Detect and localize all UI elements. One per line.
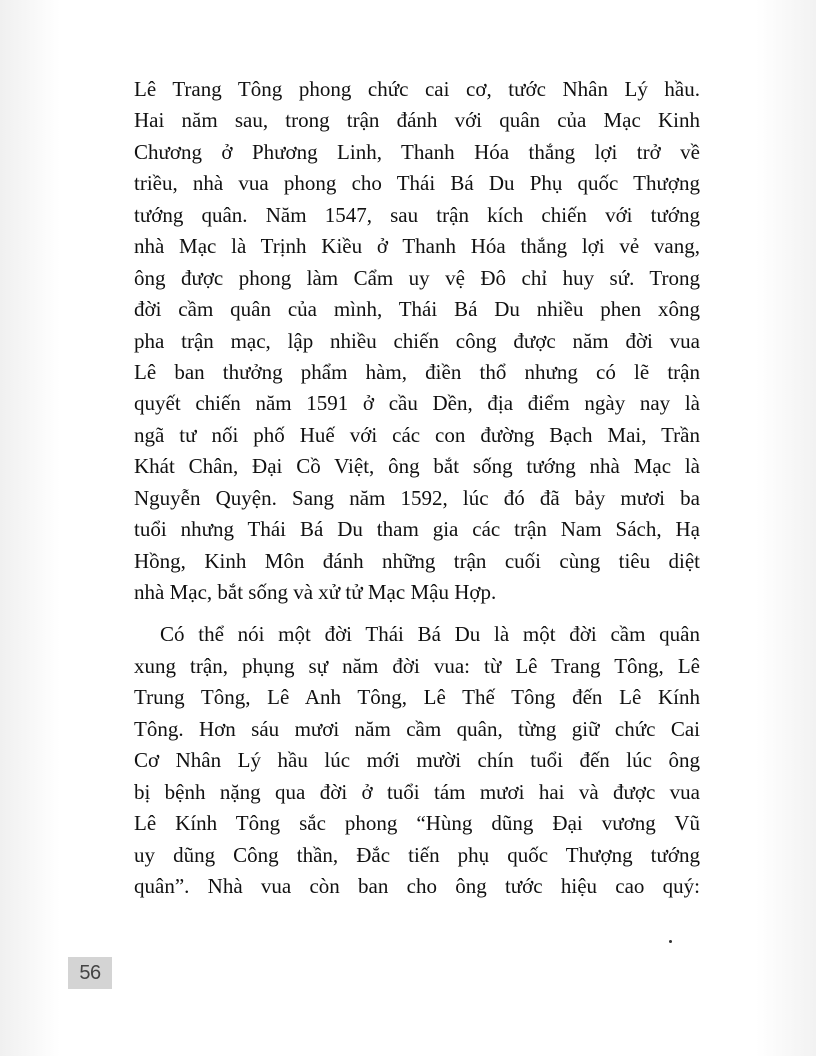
text-line: nhà Mạc, bắt sống và xử tử Mạc Mậu Hợp.	[134, 580, 497, 604]
body-text	[134, 74, 700, 902]
text-line: Cơ Nhân Lý hầu lúc mới mười chín tuổi đến lúc ông	[134, 748, 700, 773]
page-number-tab	[68, 957, 112, 989]
text-line: Lê ban thưởng phẩm hàm, điền thổ nhưng có lẽ trận	[134, 359, 700, 384]
scan-edge-right	[756, 0, 816, 1056]
text-line: ông được phong làm Cẩm uy vệ Đô chỉ huy sứ. Trong	[134, 265, 700, 290]
text-line: quân”. Nhà vua còn ban cho ông tước hiệu cao quý:	[134, 873, 700, 898]
scan-speck	[669, 940, 672, 943]
paragraph-gap	[134, 608, 700, 619]
paragraph-2	[134, 619, 700, 902]
text-line: Hai năm sau, trong trận đánh với quân của Mạc Kinh	[134, 108, 700, 133]
text-line: Lê Trang Tông phong chức cai cơ, tước Nhân Lý hầu.	[134, 77, 700, 101]
text-line: Trung Tông, Lê Anh Tông, Lê Thế Tông đến Lê Kính	[134, 685, 700, 710]
text-line: pha trận mạc, lập nhiều chiến công được năm đời vua	[134, 328, 700, 353]
page-number: 56	[79, 961, 101, 984]
text-line: uy dũng Công thần, Đắc tiến phụ quốc Thượng tướng	[134, 842, 700, 867]
scan-edge-left	[0, 0, 60, 1056]
text-line: quyết chiến năm 1591 ở cầu Dền, địa điểm ngày nay là	[134, 391, 700, 416]
text-line: Chương ở Phương Linh, Thanh Hóa thắng lợi trở về	[134, 139, 700, 164]
text-line: triều, nhà vua phong cho Thái Bá Du Phụ quốc Thượng	[134, 171, 700, 196]
text-line: xung trận, phụng sự năm đời vua: từ Lê Trang Tông, Lê	[134, 653, 700, 678]
text-line: tướng quân. Năm 1547, sau trận kích chiến với tướng	[134, 202, 700, 227]
text-line: Tông. Hơn sáu mươi năm cầm quân, từng giữ chức Cai	[134, 716, 700, 741]
text-line: ngã tư nối phố Huế với các con đường Bạch Mai, Trần	[134, 422, 700, 447]
text-line: đời cầm quân của mình, Thái Bá Du nhiều phen xông	[134, 297, 700, 322]
text-line: tuổi nhưng Thái Bá Du tham gia các trận Nam Sách, Hạ	[134, 517, 700, 542]
text-line: Khát Chân, Đại Cồ Việt, ông bắt sống tướng nhà Mạc là	[134, 454, 700, 479]
text-line: Lê Kính Tông sắc phong “Hùng dũng Đại vương Vũ	[134, 811, 700, 836]
paragraph-1	[134, 74, 700, 608]
text-line: Hồng, Kinh Môn đánh những trận cuối cùng tiêu diệt	[134, 548, 700, 573]
text-line: Có thể nói một đời Thái Bá Du là một đời cầm quân	[160, 622, 700, 647]
text-line: Nguyễn Quyện. Sang năm 1592, lúc đó đã bảy mươi ba	[134, 485, 700, 510]
text-line: bị bệnh nặng qua đời ở tuổi tám mươi hai và được vua	[134, 779, 700, 804]
text-line: nhà Mạc là Trịnh Kiều ở Thanh Hóa thắng lợi vẻ vang,	[134, 234, 700, 259]
